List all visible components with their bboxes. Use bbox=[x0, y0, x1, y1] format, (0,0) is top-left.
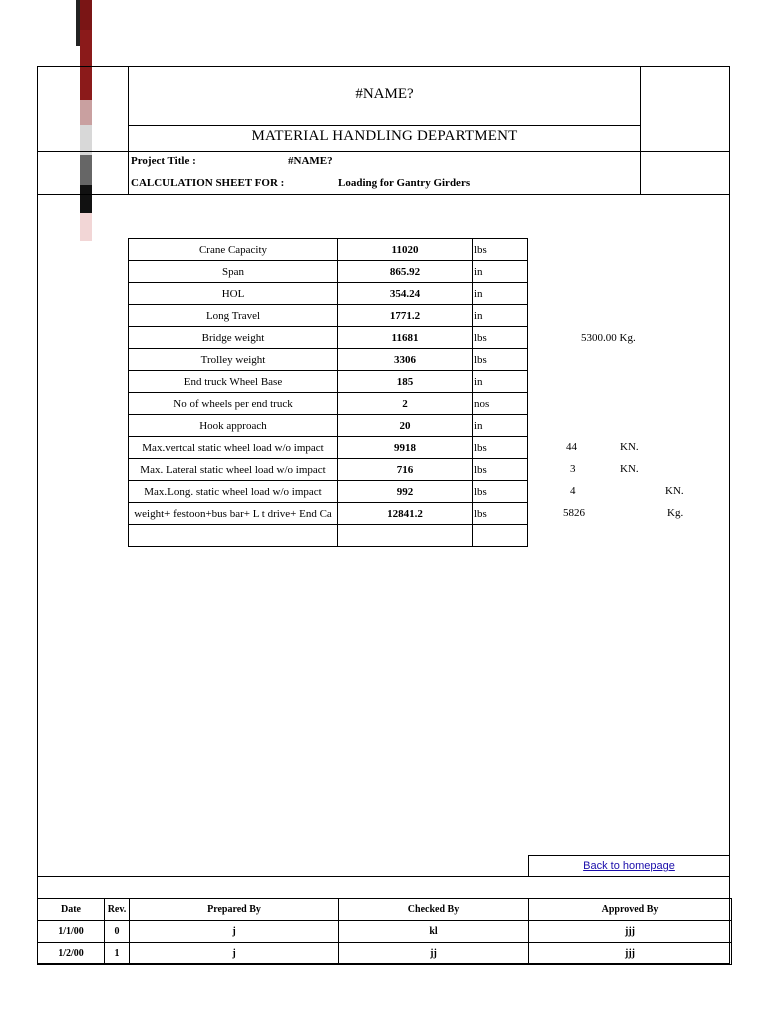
parameter-label: Hook approach bbox=[129, 415, 338, 437]
back-link-cell bbox=[528, 855, 730, 877]
parameter-value bbox=[338, 525, 473, 547]
parameter-row bbox=[129, 239, 528, 261]
header-approved-by: Approved By bbox=[529, 899, 732, 921]
parameter-unit: in bbox=[473, 371, 528, 393]
parameter-unit: in bbox=[473, 415, 528, 437]
sheet-title: #NAME? bbox=[355, 86, 414, 102]
header-date: Date bbox=[38, 899, 105, 921]
footer-divider bbox=[37, 876, 730, 877]
parameter-row bbox=[129, 459, 528, 481]
cell-approved-by: jjj bbox=[529, 943, 732, 965]
revision-table bbox=[37, 898, 732, 965]
parameter-value: 992 bbox=[338, 481, 473, 503]
parameter-value: 20 bbox=[338, 415, 473, 437]
header-rev: Rev. bbox=[105, 899, 130, 921]
header-divider bbox=[128, 125, 640, 126]
parameter-unit: lbs bbox=[473, 349, 528, 371]
parameter-label: Long Travel bbox=[129, 305, 338, 327]
cell-date: 1/1/00 bbox=[38, 921, 105, 943]
parameter-unit: nos bbox=[473, 393, 528, 415]
lateral-load-unit: KN. bbox=[620, 463, 639, 475]
cell-checked-by: jj bbox=[339, 943, 529, 965]
parameter-value: 12841.2 bbox=[338, 503, 473, 525]
parameter-row bbox=[129, 415, 528, 437]
parameter-row bbox=[129, 525, 528, 547]
parameter-row bbox=[129, 349, 528, 371]
stripe-segment bbox=[80, 0, 92, 30]
parameter-value: 3306 bbox=[338, 349, 473, 371]
parameter-label: weight+ festoon+bus bar+ L t drive+ End Ca bbox=[129, 503, 338, 525]
revision-row bbox=[38, 921, 732, 943]
parameter-value: 2 bbox=[338, 393, 473, 415]
project-title-value: #NAME? bbox=[288, 155, 333, 167]
header-divider bbox=[640, 66, 641, 194]
parameter-value: 11020 bbox=[338, 239, 473, 261]
parameter-value: 354.24 bbox=[338, 283, 473, 305]
vertical-load-unit: KN. bbox=[620, 441, 639, 453]
parameter-row bbox=[129, 305, 528, 327]
parameter-value: 1771.2 bbox=[338, 305, 473, 327]
header-checked-by: Checked By bbox=[339, 899, 529, 921]
calc-sheet-label: CALCULATION SHEET FOR : bbox=[131, 177, 285, 189]
parameter-label: No of wheels per end truck bbox=[129, 393, 338, 415]
parameter-row bbox=[129, 327, 528, 349]
parameter-row bbox=[129, 481, 528, 503]
parameter-row bbox=[129, 261, 528, 283]
lateral-load-value: 3 bbox=[570, 463, 576, 475]
cell-approved-by: jjj bbox=[529, 921, 732, 943]
parameter-value: 185 bbox=[338, 371, 473, 393]
parameter-label bbox=[129, 525, 338, 547]
total-weight-unit: Kg. bbox=[667, 507, 684, 519]
calc-sheet-value: Loading for Gantry Girders bbox=[338, 177, 471, 189]
parameter-value: 716 bbox=[338, 459, 473, 481]
parameter-row bbox=[129, 503, 528, 525]
cell-date: 1/2/00 bbox=[38, 943, 105, 965]
parameter-row bbox=[129, 283, 528, 305]
cell-rev: 1 bbox=[105, 943, 130, 965]
parameter-label: End truck Wheel Base bbox=[129, 371, 338, 393]
total-weight-value: 5826 bbox=[563, 507, 585, 519]
header-prepared-by: Prepared By bbox=[130, 899, 339, 921]
parameter-unit: in bbox=[473, 283, 528, 305]
cell-rev: 0 bbox=[105, 921, 130, 943]
back-to-homepage-link[interactable]: Back to homepage bbox=[583, 860, 675, 872]
parameter-unit: lbs bbox=[473, 239, 528, 261]
header-divider bbox=[37, 151, 730, 152]
parameter-label: Max. Lateral static wheel load w/o impact bbox=[129, 459, 338, 481]
parameter-value: 11681 bbox=[338, 327, 473, 349]
header-divider bbox=[37, 194, 730, 195]
parameter-unit: lbs bbox=[473, 503, 528, 525]
parameter-label: Trolley weight bbox=[129, 349, 338, 371]
project-title-label: Project Title : bbox=[131, 155, 196, 167]
cell-prepared-by: j bbox=[130, 921, 339, 943]
parameter-unit: lbs bbox=[473, 459, 528, 481]
department-title: MATERIAL HANDLING DEPARTMENT bbox=[251, 128, 518, 144]
parameter-value: 9918 bbox=[338, 437, 473, 459]
cell-prepared-by: j bbox=[130, 943, 339, 965]
parameter-label: Span bbox=[129, 261, 338, 283]
bridge-weight-kg: 5300.00 Kg. bbox=[581, 332, 636, 344]
parameter-label: HOL bbox=[129, 283, 338, 305]
parameter-row bbox=[129, 437, 528, 459]
parameter-label: Max.Long. static wheel load w/o impact bbox=[129, 481, 338, 503]
revision-header-row bbox=[38, 899, 732, 921]
long-load-value: 4 bbox=[570, 485, 576, 497]
parameter-value: 865.92 bbox=[338, 261, 473, 283]
parameter-label: Max.vertcal static wheel load w/o impact bbox=[129, 437, 338, 459]
cell-checked-by: kl bbox=[339, 921, 529, 943]
parameter-label: Crane Capacity bbox=[129, 239, 338, 261]
parameter-unit: lbs bbox=[473, 481, 528, 503]
parameter-unit: lbs bbox=[473, 327, 528, 349]
parameter-label: Bridge weight bbox=[129, 327, 338, 349]
parameter-row bbox=[129, 371, 528, 393]
parameter-table bbox=[128, 238, 528, 547]
parameter-unit: lbs bbox=[473, 437, 528, 459]
parameter-unit bbox=[473, 525, 528, 547]
vertical-load-value: 44 bbox=[566, 441, 577, 453]
parameter-unit: in bbox=[473, 261, 528, 283]
parameter-unit: in bbox=[473, 305, 528, 327]
parameter-row bbox=[129, 393, 528, 415]
revision-row bbox=[38, 943, 732, 965]
long-load-unit: KN. bbox=[665, 485, 684, 497]
